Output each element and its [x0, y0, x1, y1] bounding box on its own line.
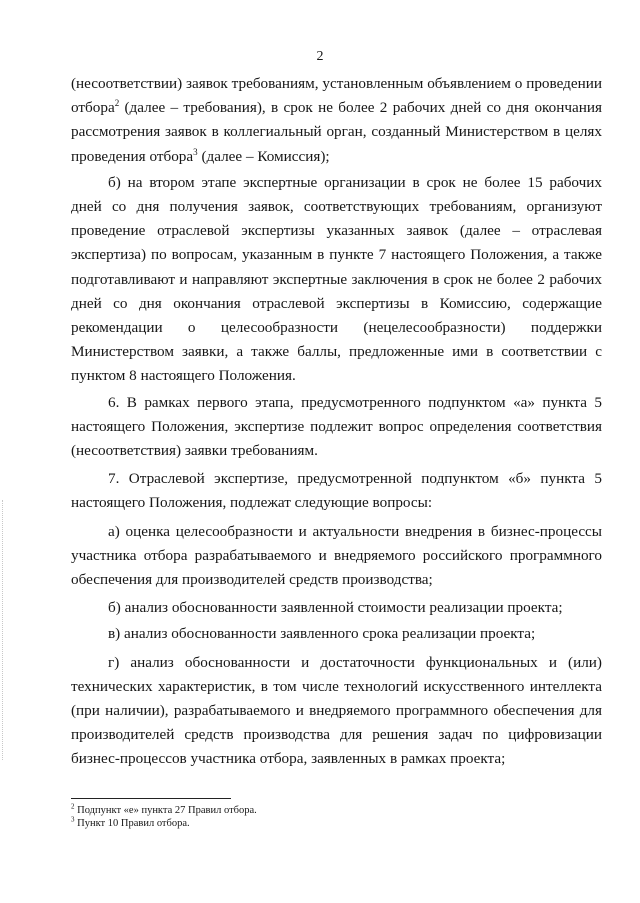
- paragraph-text: (далее – Комиссия);: [197, 147, 330, 165]
- scan-edge-artifact: [2, 500, 5, 760]
- footnote-text: Пункт 10 Правил отбора.: [74, 818, 190, 829]
- footnote-ref-3: 3: [193, 146, 198, 157]
- paragraph-clause-7: 7. Отраслевой экспертизе, предусмотренной подпунктом «б» пункта 5 настоящего Положения, подлежат следующие вопросы:: [71, 470, 602, 512]
- page-number: 2: [316, 49, 324, 64]
- list-item-v: в) анализ обоснованности заявленного срока реализации проекта;: [108, 625, 536, 643]
- footnote-text: Подпункт «е» пункта 27 Правил отбора.: [74, 805, 257, 816]
- list-item-a: а) оценка целесообразности и актуальности внедрения в бизнес-процессы участника отбора разрабатываемого и внедряемого российского программного обеспечения для производителей средств производства;: [71, 522, 602, 589]
- paragraph-text: (несоответствии) заявок требованиям, установленным объявлением о проведении отбора: [71, 75, 602, 117]
- list-item-b: б) анализ обоснованности заявленной стоимости реализации проекта;: [108, 599, 563, 617]
- paragraph-text: (далее – требования), в срок не более 2 рабочих дней со дня окончания рассмотрения заявок в коллегиальный орган, созданный Министерством в целях проведения отбора: [71, 99, 602, 165]
- paragraph-item-b: б) на втором этапе экспертные организации в срок не более 15 рабочих дней со дня получения заявок, соответствующих требованиям, организуют проведение отраслевой экспертизы указанных заявок (далее – отраслевая экспертиза) по вопросам, указанным в пункте 7 настоящего Положения, а также подготавливают и направляют экспертные заключения в срок не более 2 рабочих дней со дня окончания отраслевой экспертизы в Комиссию, содержащие рекомендации о целесообразности (нецелесообразности) поддержки Министерством заявки, а также баллы, предложенные ими в соответствии с пунктом 8 настоящего Положения.: [71, 173, 602, 385]
- footnote-2: [71, 804, 471, 817]
- paragraph-continuation: [71, 72, 602, 169]
- list-item-g: г) анализ обоснованности и достаточности функциональных и (или) технических характеристик, в том числе технологий искусственного интеллекта (при наличии), разрабатываемого и внедряемого программного обеспечения для производителей средств производства для решения задач по цифровизации бизнес-процессов участника отбора, заявленных в рамках проекта;: [71, 653, 602, 768]
- document-body: [71, 72, 602, 772]
- footnote-mark: 2: [71, 802, 75, 811]
- footnotes: [71, 804, 471, 830]
- footnote-3: [71, 817, 471, 830]
- footnote-mark: 3: [71, 815, 75, 824]
- footnote-separator: [71, 798, 231, 799]
- footnote-ref-2: 2: [114, 98, 120, 109]
- paragraph-clause-6: 6. В рамках первого этапа, предусмотренного подпунктом «а» пункта 5 настоящего Положения, экспертизе подлежит вопрос определения соответствия (несоответствия) заявки требованиям.: [71, 393, 602, 460]
